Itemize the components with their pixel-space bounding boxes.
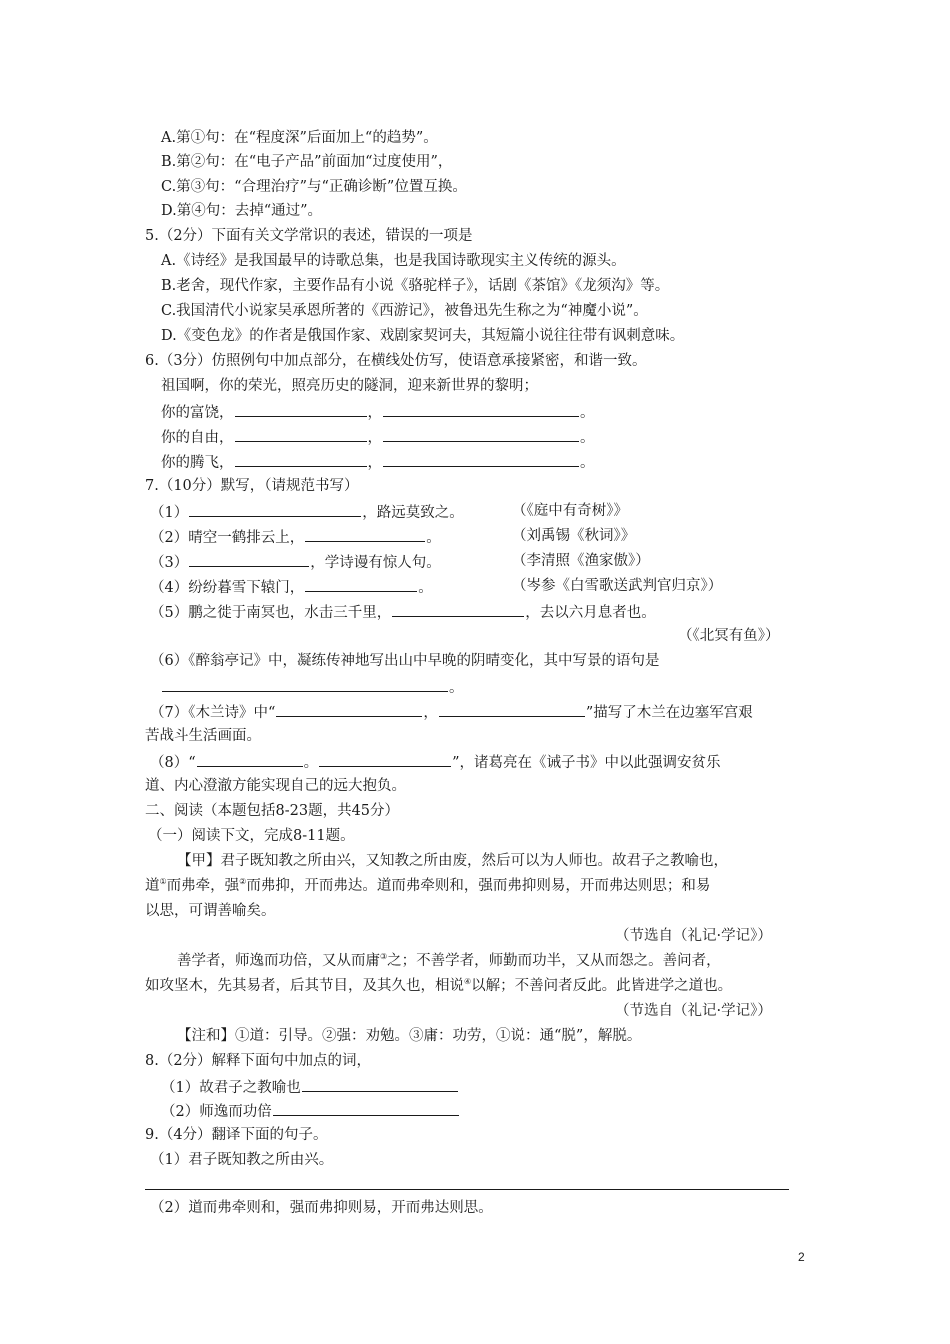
q7-item-3-text: ，学诗谩有惊人句。 [310,555,441,571]
answer-blank[interactable] [439,701,585,717]
passage-b-line-1 [177,951,721,971]
passage-a-text: 道 [145,878,160,894]
passage-b-text: 以解；不善问者反此。此皆进学之道也。 [471,978,733,994]
q6-line-1-label: 你的富饶， [161,405,234,421]
q8-stem: 8.（2分）解释下面句中加点的词， [145,1053,372,1069]
answer-blank[interactable] [162,676,448,692]
answer-blank[interactable] [305,576,417,592]
q6-period: 。 [580,405,595,421]
q7-item-3 [150,551,441,573]
q7-item-2-source: （刘禹锡《秋词》》 [512,528,636,544]
q7-item-8 [150,751,721,773]
passage-a-line-3: 以思，可谓善喻矣。 [145,903,276,919]
answer-blank[interactable] [235,451,367,467]
q6-stem: 6.（3分）仿照例句中加点部分，在横线处仿写，使语意承接紧密，和谐一致。 [145,353,647,369]
q7-item-6-answer [161,676,464,698]
q7-item-3-num: （3） [150,555,189,571]
passage-a-line-1: 【甲】君子既知教之所由兴，又知教之所由废，然后可以为人师也。故君子之教喻也， [177,853,728,869]
footnote-mark: ③ [380,952,388,962]
passage-b-line-2 [145,976,732,996]
answer-blank[interactable] [305,526,425,542]
q7-item-4-text: （4）纷纷暮雪下辕门， [150,580,305,596]
q7-item-7-b: ， [423,705,438,721]
passage-a-line-2 [145,876,710,896]
answer-blank[interactable] [383,401,579,417]
q7-item-6: （6）《醉翁亭记》中，凝练传神地写出山中早晚的阴晴变化，其中写景的语句是 [150,653,660,669]
q7-item-5 [150,601,656,623]
q7-item-1-num: （1） [150,505,189,521]
q6-line-2-label: 你的自由， [161,430,234,446]
footnote-mark: ② [239,877,247,887]
answer-blank[interactable] [383,451,579,467]
q7-item-1 [150,501,464,523]
q7-item-5-text: （5）鹏之徙于南冥也，水击三千里， [150,605,392,621]
q7-item-1-source: （《庭中有奇树》》 [512,503,628,519]
q7-item-7-cont: 苦战斗生活画面。 [145,728,261,744]
q7-item-8-a: （8）“ [150,755,196,771]
q7-item-2 [150,526,441,548]
q4-option-a: A.第①句：在“程度深”后面加上“的趋势”。 [161,130,438,146]
answer-blank[interactable] [197,751,303,767]
section-2-sub-1: （一）阅读下文，完成8-11题。 [148,828,355,844]
q9-item-1: （1）君子既知教之所由兴。 [150,1152,334,1168]
q7-item-2-end: 。 [426,530,441,546]
q9-item-2: （2）道而弗牵则和，强而弗抑则易，开而弗达则思。 [150,1200,493,1216]
q6-line-3-label: 你的腾飞， [161,455,234,471]
q6-line-2 [161,426,595,448]
passage-a-text: 而弗牵，强 [166,878,240,894]
passage-a-source: （节选自（礼记·学记》） [615,928,772,944]
q6-comma: ， [367,405,382,421]
q5-option-d: D.《变色龙》的作者是俄国作家、戏剧家契诃夫，其短篇小说往往带有讽刺意味。 [161,328,685,344]
q8-item-1-text: （1）故君子之教喻也 [161,1080,301,1096]
q7-item-1-text: ，路远莫致之。 [362,505,464,521]
q7-item-4 [150,576,433,598]
q4-option-b: B.第②句：在“电子产品”前面加“过度使用”， [161,154,453,170]
q7-item-2-text: （2）晴空一鹤排云上， [150,530,305,546]
q7-item-8-c: ”，诸葛亮在《诫子书》中以此强调安贫乐 [452,755,721,771]
q6-period: 。 [580,430,595,446]
answer-blank[interactable] [319,751,451,767]
answer-blank[interactable] [392,601,524,617]
section-2-title: 二、阅读（本题包括8-23题，共45分） [145,803,400,819]
q6-example: 祖国啊，你的荣光，照亮历史的隧洞，迎来新世界的黎明； [161,378,538,394]
passage-b-text: 善学者，师逸而功倍，又从而庸 [177,953,380,969]
annotation-notes: 【注和】①道：引导。②强：劝勉。③庸：功劳，①说：通“脱”，解脱。 [177,1028,642,1044]
q8-item-2-text: （2）师逸而功倍 [161,1104,272,1120]
q9-stem: 9.（4分）翻译下面的句子。 [145,1127,328,1143]
q7-item-7-c: ”描写了木兰在边塞军宫艰 [585,705,753,721]
q6-line-1 [161,401,595,423]
answer-blank[interactable] [276,701,422,717]
passage-b-source: （节选自（礼记·学记》） [615,1003,772,1019]
q7-item-4-source: （岑参《白雪歌送武判官归京》） [512,578,723,594]
q4-option-c: C.第③句：“合理治疗”与“正确诊断”位置互换。 [161,179,467,195]
answer-blank[interactable] [383,426,579,442]
footnote-mark: ④ [464,977,472,987]
passage-a-text: 而弗抑，开而弗达。道而弗牵则和，强而弗抑则易，开而弗达则思；和易 [246,878,711,894]
q4-option-d: D.第④句：去掉“通过”。 [161,203,323,219]
answer-blank[interactable] [189,551,309,567]
passage-b-text: 如攻坚木，先其易者，后其节目，及其久也，相说 [145,978,464,994]
q7-item-7 [150,701,753,723]
q7-item-8-cont: 道、内心澄澈方能实现自己的远大抱负。 [145,778,406,794]
q5-option-b: B.老舍，现代作家，主要作品有小说《骆驼样子》，话剧《茶馆》《龙须沟》等。 [161,278,670,294]
q6-period: 。 [580,455,595,471]
q5-option-c: C.我国清代小说家吴承恩所著的《西游记》，被鲁迅先生称之为“神魔小说”。 [161,303,648,319]
q8-item-1 [161,1076,459,1098]
q5-stem: 5.（2分）下面有关文学常识的表述，错误的一项是 [145,228,473,244]
q7-item-3-source: （李清照《渔家傲》） [512,553,650,569]
q7-item-6-end: 。 [449,680,464,696]
answer-blank[interactable] [235,426,367,442]
q7-item-5-end: ，去以六月息者也。 [525,605,656,621]
q5-option-a: A.《诗经》是我国最早的诗歌总集，也是我国诗歌现实主义传统的源头。 [161,253,626,269]
q7-item-7-a: （7）《木兰诗》中“ [150,705,276,721]
q7-item-8-b: 。 [303,755,319,771]
answer-blank[interactable] [273,1100,459,1116]
q6-comma: ， [367,430,382,446]
answer-blank[interactable] [302,1076,458,1092]
q7-item-4-end: 。 [418,580,433,596]
q7-stem: 7.（10分）默写，（请规范书写） [145,478,359,494]
passage-b-text: 之；不善学者，师勤而功半，又从而怨之。善问者， [387,953,721,969]
answer-blank[interactable] [189,501,361,517]
page-number: 2 [798,1250,805,1264]
q6-comma: ， [367,455,382,471]
footnote-mark: ① [159,877,167,887]
q8-item-2 [161,1100,460,1122]
answer-blank[interactable] [235,401,367,417]
q6-line-3 [161,451,595,473]
q7-item-5-source: （《北冥有鱼》） [678,628,780,644]
answer-line[interactable] [145,1189,789,1190]
